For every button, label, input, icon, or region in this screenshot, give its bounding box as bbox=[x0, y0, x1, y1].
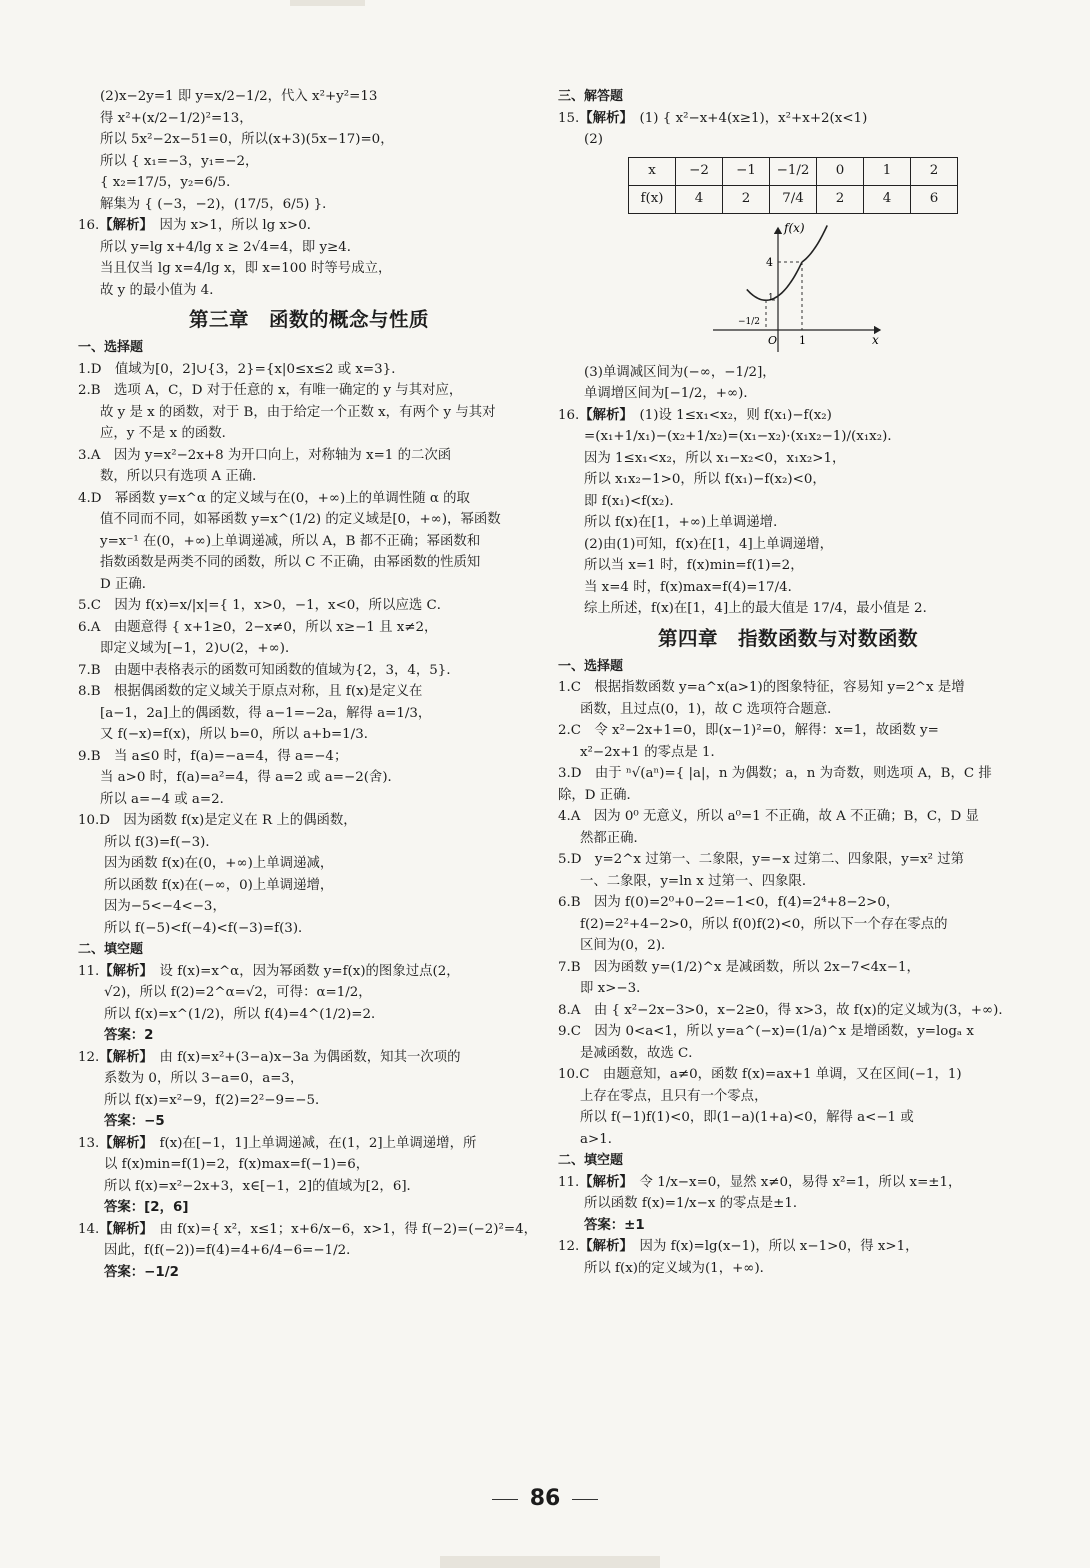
text-line bbox=[78, 552, 540, 574]
text-line bbox=[558, 555, 1018, 577]
text-line bbox=[78, 531, 540, 553]
line-text: 答案：±1 bbox=[584, 1217, 645, 1233]
text-line bbox=[78, 380, 540, 402]
line-text: 故 y 是 x 的函数，对于 B，由于给定一个正数 x，有两个 y 与其对 bbox=[100, 404, 496, 420]
line-text: 第四章 指数函数与对数函数 bbox=[657, 626, 918, 650]
line-text: x²−2x+1 的零点是 1． bbox=[580, 744, 724, 760]
line-text: 4.D 幂函数 y=x^α 的定义域与在(0，+∞)上的单调性随 α 的取 bbox=[78, 490, 470, 506]
line-text: 因为 f(x)=lg(x−1)，所以 x−1>0，得 x>1， bbox=[626, 1239, 919, 1254]
graph-origin-label: O bbox=[768, 333, 778, 347]
line-text: 6.A 由题意得 { x+1≥0，2−x≠0，所以 x≥−1 且 x≠2， bbox=[78, 619, 438, 635]
text-line bbox=[78, 853, 540, 875]
line-text: 5.D y=2^x 过第一、二象限，y=−x 过第二、四象限，y=x² 过第 bbox=[558, 852, 965, 867]
line-text: 即定义域为[−1，2)∪(2，+∞)． bbox=[100, 641, 299, 656]
line-text: 2.C 令 x²−2x+1=0，即(x−1)²=0，解得：x=1，故函数 y= bbox=[558, 723, 939, 738]
text-line bbox=[558, 978, 1018, 1000]
text-line bbox=[558, 1043, 1018, 1065]
text-line bbox=[78, 172, 540, 194]
text-line bbox=[78, 1068, 540, 1090]
right-column bbox=[558, 86, 1018, 1279]
line-text: 一、二象限，y=ln x 过第一、四象限． bbox=[580, 873, 816, 889]
line-text: 所以 f(3)=f(−3)． bbox=[104, 834, 219, 850]
line-text: 设 f(x)=x^α，因为幂函数 y=f(x)的图象过点(2， bbox=[146, 963, 460, 979]
line-text: 即 f(x₁)<f(x₂)． bbox=[584, 493, 683, 509]
line-text: [a−1，2a]上的偶函数，得 a−1=−2a，解得 a=1/3， bbox=[100, 705, 432, 721]
text-line bbox=[558, 129, 1018, 151]
line-text: 上存在零点，且只有一个零点， bbox=[580, 1088, 768, 1104]
line-text: 因为函数 f(x)在(0，+∞)上单调递减， bbox=[104, 856, 334, 871]
line-text: √2)，所以 f(2)=2^α=√2，可得：α=1/2， bbox=[104, 985, 372, 1000]
item-number: 16. bbox=[78, 218, 100, 233]
line-text: 单调增区间为[−1/2，+∞)． bbox=[584, 386, 757, 401]
line-text: a>1． bbox=[580, 1131, 622, 1147]
text-line bbox=[78, 1240, 540, 1262]
text-line bbox=[558, 871, 1018, 893]
function-graph bbox=[708, 220, 888, 356]
line-text: 综上所述，f(x)在[1，4]上的最大值是 17/4，最小值是 2． bbox=[584, 601, 936, 616]
analysis-tag: 【解析】 bbox=[579, 110, 627, 126]
line-text: 所以当 x=1 时，f(x)min=f(1)=2， bbox=[584, 558, 804, 573]
line-text: 故 y 的最小值为 4． bbox=[100, 282, 223, 298]
value-table-fx-cell: f(x) bbox=[629, 185, 676, 213]
text-line bbox=[78, 703, 540, 725]
line-text: f(2)=2²+4−2>0，所以 f(0)f(2)<0，所以下一个存在零点的 bbox=[580, 916, 948, 932]
line-text: 以 f(x)min=f(1)=2，f(x)max=f(−1)=6， bbox=[104, 1157, 370, 1172]
value-table-fx-cell: 4 bbox=[676, 185, 723, 213]
line-text: 所以 a=−4 或 a=2． bbox=[100, 791, 233, 807]
line-text: 10.C 由题意知，a≠0，函数 f(x)=ax+1 单调，又在区间(−1，1) bbox=[558, 1067, 962, 1082]
right-bottom-block bbox=[558, 362, 1018, 1280]
text-line bbox=[558, 1107, 1018, 1129]
text-line bbox=[78, 660, 540, 682]
answer-line bbox=[558, 1215, 1018, 1237]
line-text: 又 f(−x)=f(x)，所以 b=0，所以 a+b=1/3． bbox=[100, 727, 378, 742]
answer-line bbox=[78, 1197, 540, 1219]
section-heading bbox=[558, 86, 1018, 108]
line-text: 1.C 根据指数函数 y=a^x(a>1)的图象特征，容易知 y=2^x 是增 bbox=[558, 680, 965, 695]
text-line bbox=[558, 699, 1018, 721]
value-table-x-cell: 1 bbox=[864, 157, 911, 185]
analysis-tag: 【解析】 bbox=[579, 1174, 627, 1190]
line-text: (1) { x²−x+4(x≥1)，x²+x+2(x<1) bbox=[626, 110, 868, 126]
text-line bbox=[78, 509, 540, 531]
line-text: { x₂=17/5，y₂=6/5． bbox=[100, 175, 240, 190]
line-text: 当 a>0 时，f(a)=a²=4，得 a=2 或 a=−2(舍)． bbox=[100, 770, 401, 785]
value-table-fx-cell: 4 bbox=[864, 185, 911, 213]
text-line bbox=[558, 362, 1018, 384]
text-line bbox=[78, 638, 540, 660]
value-table-x-cell: x bbox=[629, 157, 676, 185]
text-line bbox=[558, 720, 1018, 742]
text-line bbox=[558, 405, 1018, 427]
text-line bbox=[558, 512, 1018, 534]
text-line bbox=[78, 466, 540, 488]
line-text: 10.D 因为函数 f(x)是定义在 R 上的偶函数， bbox=[78, 813, 357, 828]
text-line bbox=[558, 383, 1018, 405]
text-line bbox=[558, 1021, 1018, 1043]
graph-tick-neg-y: 1 bbox=[768, 292, 774, 303]
text-line bbox=[78, 86, 540, 108]
text-line bbox=[78, 1154, 540, 1176]
value-table-fx-cell: 2 bbox=[723, 185, 770, 213]
line-text: 6.B 因为 f(0)=2⁰+0−2=−1<0，f(4)=2⁴+8−2>0， bbox=[558, 895, 900, 910]
text-line bbox=[78, 1090, 540, 1112]
show-through-bar-bottom bbox=[440, 1556, 660, 1568]
line-text: 3.D 由于 ⁿ√(aⁿ)={ |a|，n 为偶数；a，n 为奇数，则选项 A，B，C 排除，D 正确． bbox=[558, 766, 992, 803]
item-number: 12. bbox=[558, 1239, 580, 1254]
text-line bbox=[558, 892, 1018, 914]
line-text: 所以 f(x)的定义域为(1，+∞)． bbox=[584, 1260, 774, 1276]
text-line bbox=[558, 577, 1018, 599]
line-text: 3.A 因为 y=x²−2x+8 为开口向上，对称轴为 x=1 的二次函 bbox=[78, 447, 452, 463]
line-text: 是减函数，故选 C． bbox=[580, 1045, 702, 1061]
line-text: 所以 f(x)在[1，+∞)上单调递增． bbox=[584, 515, 787, 530]
line-text: 答案：[2，6] bbox=[104, 1200, 189, 1215]
analysis-tag: 【解析】 bbox=[99, 1135, 147, 1151]
value-table-x-cell: −1/2 bbox=[770, 157, 817, 185]
text-line bbox=[558, 957, 1018, 979]
text-line bbox=[78, 724, 540, 746]
line-text: 所以 f(x)=x²−9，f(2)=2²−9=−5． bbox=[104, 1092, 329, 1108]
text-line bbox=[78, 1133, 540, 1155]
line-text: 应，y 不是 x 的函数． bbox=[100, 426, 236, 441]
text-line bbox=[558, 1172, 1018, 1194]
value-table-fx-cell: 6 bbox=[911, 185, 958, 213]
text-line bbox=[78, 402, 540, 424]
line-text: 所以函数 f(x)在(−∞，0)上单调递增， bbox=[104, 877, 334, 893]
line-text: 所以 { x₁=−3，y₁=−2， bbox=[100, 153, 259, 169]
text-line bbox=[558, 1258, 1018, 1280]
text-line bbox=[78, 789, 540, 811]
graph-x-label: x bbox=[872, 332, 879, 347]
text-line bbox=[558, 491, 1018, 513]
text-line bbox=[558, 1000, 1018, 1022]
line-text: =(x₁+1/x₁)−(x₂+1/x₂)=(x₁−x₂)·(x₁x₂−1)/(x₁x₂)． bbox=[584, 429, 901, 444]
analysis-tag: 【解析】 bbox=[579, 1239, 627, 1254]
line-text: 区间为(0，2)． bbox=[580, 938, 675, 953]
line-text: 因为 x>1，所以 lg x>0． bbox=[146, 218, 321, 233]
text-line bbox=[558, 1064, 1018, 1086]
line-text: (2) bbox=[584, 132, 603, 147]
text-line bbox=[558, 1129, 1018, 1151]
text-line bbox=[558, 677, 1018, 699]
analysis-tag: 【解析】 bbox=[99, 218, 147, 233]
text-line bbox=[78, 129, 540, 151]
line-text: (2)由(1)可知，f(x)在[1，4]上单调递增， bbox=[584, 536, 834, 552]
text-line bbox=[78, 215, 540, 237]
line-text: y=x⁻¹ 在(0，+∞)上单调递减，所以 A，B 都不正确；幂函数和 bbox=[100, 533, 481, 549]
line-text: 所以 y=lg x+4/lg x ≥ 2√4=4，即 y≥4． bbox=[100, 239, 361, 255]
line-text: 9.C 因为 0<a<1，所以 y=a^(−x)=(1/a)^x 是增函数，y=logₐ x bbox=[558, 1024, 974, 1039]
text-line bbox=[78, 810, 540, 832]
value-table-x-cell: 0 bbox=[817, 157, 864, 185]
answer-line bbox=[78, 1111, 540, 1133]
line-text: 函数，且过点(0，1)，故 C 选项符合题意． bbox=[580, 701, 841, 717]
text-line bbox=[558, 469, 1018, 491]
text-line bbox=[558, 108, 1018, 130]
line-text: 7.B 因为函数 y=(1/2)^x 是减函数，所以 2x−7<4x−1， bbox=[558, 959, 920, 975]
text-line bbox=[558, 426, 1018, 448]
left-column bbox=[78, 86, 540, 1283]
text-line bbox=[78, 896, 540, 918]
section-heading bbox=[558, 1150, 1018, 1172]
line-text: 所以 f(x)=x^(1/2)，所以 f(4)=4^(1/2)=2． bbox=[104, 1006, 385, 1022]
line-text: 所以 x₁x₂−1>0，所以 f(x₁)−f(x₂)<0， bbox=[584, 472, 826, 487]
text-line bbox=[558, 828, 1018, 850]
text-line bbox=[78, 258, 540, 280]
line-text: 所以 5x²−2x−51=0，所以(x+3)(5x−17)=0， bbox=[100, 132, 394, 147]
text-line bbox=[78, 681, 540, 703]
line-text: 当且仅当 lg x=4/lg x，即 x=100 时等号成立， bbox=[100, 261, 392, 276]
section-heading bbox=[78, 337, 540, 359]
text-line bbox=[78, 767, 540, 789]
line-text: (2)x−2y=1 即 y=x/2−1/2，代入 x²+y²=13 bbox=[100, 89, 378, 104]
line-text: 答案：−1/2 bbox=[104, 1264, 179, 1280]
text-line bbox=[558, 742, 1018, 764]
line-text: 7.B 由题中表格表示的函数可知函数的值域为{2，3，4，5}． bbox=[78, 662, 460, 678]
text-line bbox=[78, 1004, 540, 1026]
text-line bbox=[78, 151, 540, 173]
line-text: 因此，f(f(−2))=f(4)=4+6/4−6=−1/2． bbox=[104, 1243, 360, 1258]
item-number: 16. bbox=[558, 407, 580, 423]
line-text: 二、填空题 bbox=[558, 1153, 624, 1168]
line-text: 因为−5<−4<−3， bbox=[104, 899, 226, 914]
line-text: 解集为 { (−3，−2)，(17/5，6/5) }． bbox=[100, 196, 336, 212]
line-text: 令 1/x−x=0，显然 x≠0，易得 x²=1，所以 x=±1， bbox=[626, 1174, 962, 1190]
text-line bbox=[558, 935, 1018, 957]
line-text: 9.B 当 a≤0 时，f(a)=−a=4，得 a=−4； bbox=[78, 748, 348, 764]
value-table-row-x bbox=[629, 157, 958, 185]
value-table-x-cell: −1 bbox=[723, 157, 770, 185]
text-line bbox=[78, 359, 540, 381]
text-line bbox=[78, 982, 540, 1004]
page-number-value: 86 bbox=[529, 1486, 561, 1511]
line-text: 2.B 选项 A，C，D 对于任意的 x，有唯一确定的 y 与其对应， bbox=[78, 383, 463, 398]
text-line bbox=[78, 108, 540, 130]
text-line bbox=[78, 423, 540, 445]
value-table-x-cell: 2 bbox=[911, 157, 958, 185]
analysis-tag: 【解析】 bbox=[99, 1221, 147, 1237]
answer-line bbox=[78, 1025, 540, 1047]
item-number: 13. bbox=[78, 1135, 100, 1151]
line-text: 因为 1≤x₁<x₂，所以 x₁−x₂<0，x₁x₂>1， bbox=[584, 450, 846, 466]
text-line bbox=[558, 1193, 1018, 1215]
item-number: 15. bbox=[558, 110, 580, 126]
line-text: 当 x=4 时，f(x)max=f(4)=17/4． bbox=[584, 579, 801, 595]
text-line bbox=[558, 806, 1018, 828]
text-line bbox=[78, 746, 540, 768]
line-text: 答案：−5 bbox=[104, 1114, 165, 1129]
line-text: 一、选择题 bbox=[78, 340, 144, 355]
graph-tick-neg-half-x: −1/2 bbox=[738, 316, 761, 327]
text-line bbox=[78, 918, 540, 940]
line-text: 8.B 根据偶函数的定义域关于原点对称，且 f(x)是定义在 bbox=[78, 684, 423, 699]
text-line bbox=[558, 1236, 1018, 1258]
line-text: D 正确． bbox=[100, 576, 156, 592]
graph-tick-x-1: 1 bbox=[799, 333, 806, 347]
line-text: 三、解答题 bbox=[558, 89, 624, 104]
line-text: 4.A 因为 0⁰ 无意义，所以 a⁰=1 不正确，故 A 不正确；B，C，D 显 bbox=[558, 809, 979, 824]
line-text: 答案：2 bbox=[104, 1028, 154, 1043]
text-line bbox=[558, 1086, 1018, 1108]
line-text: 系数为 0，所以 3−a=0，a=3， bbox=[104, 1071, 304, 1086]
value-table-fx-cell: 7/4 bbox=[770, 185, 817, 213]
line-text: 即 x>−3． bbox=[580, 981, 650, 996]
text-line bbox=[78, 961, 540, 983]
line-text: 由 f(x)={ x²，x≤1；x+6/x−6，x>1，得 f(−2)=(−2)²=4， bbox=[146, 1221, 538, 1237]
answer-line bbox=[78, 1262, 540, 1284]
text-line bbox=[78, 280, 540, 302]
text-line bbox=[78, 1219, 540, 1241]
line-text: 指数函数是两类不同的函数，所以 C 不正确，由幂函数的性质知 bbox=[100, 555, 481, 570]
item-number: 11. bbox=[558, 1174, 580, 1190]
text-line bbox=[78, 574, 540, 596]
line-text: 1.D 值域为[0，2]∪{3，2}={x|0≤x≤2 或 x=3}． bbox=[78, 361, 405, 377]
right-top-block bbox=[558, 86, 1018, 151]
text-line bbox=[558, 534, 1018, 556]
text-line bbox=[78, 617, 540, 639]
text-line bbox=[558, 448, 1018, 470]
page-number bbox=[0, 1486, 1090, 1511]
chapter-heading bbox=[558, 624, 1018, 654]
page-number-dash-left bbox=[492, 1499, 518, 1500]
text-line bbox=[78, 1047, 540, 1069]
page-number-dash-right bbox=[572, 1499, 598, 1500]
show-through-bar-top bbox=[290, 0, 365, 6]
graph-curve-left bbox=[747, 262, 802, 300]
text-line bbox=[78, 194, 540, 216]
line-text: 数，所以只有选项 A 正确． bbox=[100, 469, 266, 484]
analysis-tag: 【解析】 bbox=[579, 407, 627, 423]
section-heading bbox=[558, 656, 1018, 678]
graph-y-label: f(x) bbox=[784, 220, 805, 235]
line-text: (1)设 1≤x₁<x₂，则 f(x₁)−f(x₂) bbox=[626, 407, 832, 423]
value-table bbox=[628, 157, 958, 214]
line-text: 第三章 函数的概念与性质 bbox=[188, 308, 429, 331]
line-text: 所以 f(−1)f(1)<0，即(1−a)(1+a)<0，解得 a<−1 或 bbox=[580, 1110, 914, 1125]
value-table-fx-cell: 2 bbox=[817, 185, 864, 213]
line-text: 由 f(x)=x²+(3−a)x−3a 为偶函数，知其一次项的 bbox=[146, 1049, 461, 1065]
line-text: 值不同而不同，如幂函数 y=x^(1/2) 的定义域是[0，+∞)，幂函数 bbox=[100, 512, 501, 527]
item-number: 11. bbox=[78, 963, 100, 979]
text-line bbox=[78, 875, 540, 897]
item-number: 14. bbox=[78, 1221, 100, 1237]
line-text: 得 x²+(x/2−1/2)²=13， bbox=[100, 110, 253, 126]
graph-curve-right bbox=[802, 225, 827, 262]
line-text: 8.A 由 { x²−2x−3>0，x−2≥0，得 x>3，故 f(x)的定义域为(3，+∞)． bbox=[558, 1002, 1012, 1018]
text-line bbox=[78, 832, 540, 854]
line-text: 所以 f(x)=x²−2x+3，x∈[−1，2]的值域为[2，6]． bbox=[104, 1178, 420, 1194]
chapter-heading bbox=[78, 305, 540, 335]
text-line bbox=[558, 849, 1018, 871]
line-text: (3)单调减区间为(−∞，−1/2]， bbox=[584, 364, 776, 380]
line-text: f(x)在[−1，1]上单调递减，在(1，2]上单调递增，所 bbox=[146, 1135, 477, 1151]
line-text: 5.C 因为 f(x)=x/|x|={ 1，x>0，−1，x<0，所以应选 C． bbox=[78, 598, 451, 613]
text-line bbox=[558, 914, 1018, 936]
line-text: 所以 f(−5)<f(−4)<f(−3)=f(3)． bbox=[104, 920, 312, 936]
text-line bbox=[558, 598, 1018, 620]
line-text: 然都正确． bbox=[580, 830, 647, 846]
item-number: 12. bbox=[78, 1049, 100, 1065]
line-text: 一、选择题 bbox=[558, 658, 624, 674]
line-text: 二、填空题 bbox=[78, 942, 144, 957]
text-line bbox=[78, 488, 540, 510]
text-line bbox=[558, 763, 1018, 806]
graph-tick-y-4: 4 bbox=[766, 255, 773, 269]
value-table-row-fx bbox=[629, 185, 958, 213]
section-heading bbox=[78, 939, 540, 961]
analysis-tag: 【解析】 bbox=[99, 963, 147, 979]
text-line bbox=[78, 445, 540, 467]
line-text: 所以函数 f(x)=1/x−x 的零点是±1． bbox=[584, 1196, 807, 1211]
value-table-x-cell: −2 bbox=[676, 157, 723, 185]
analysis-tag: 【解析】 bbox=[99, 1049, 147, 1065]
text-line bbox=[78, 1176, 540, 1198]
text-line bbox=[78, 237, 540, 259]
text-line bbox=[78, 595, 540, 617]
